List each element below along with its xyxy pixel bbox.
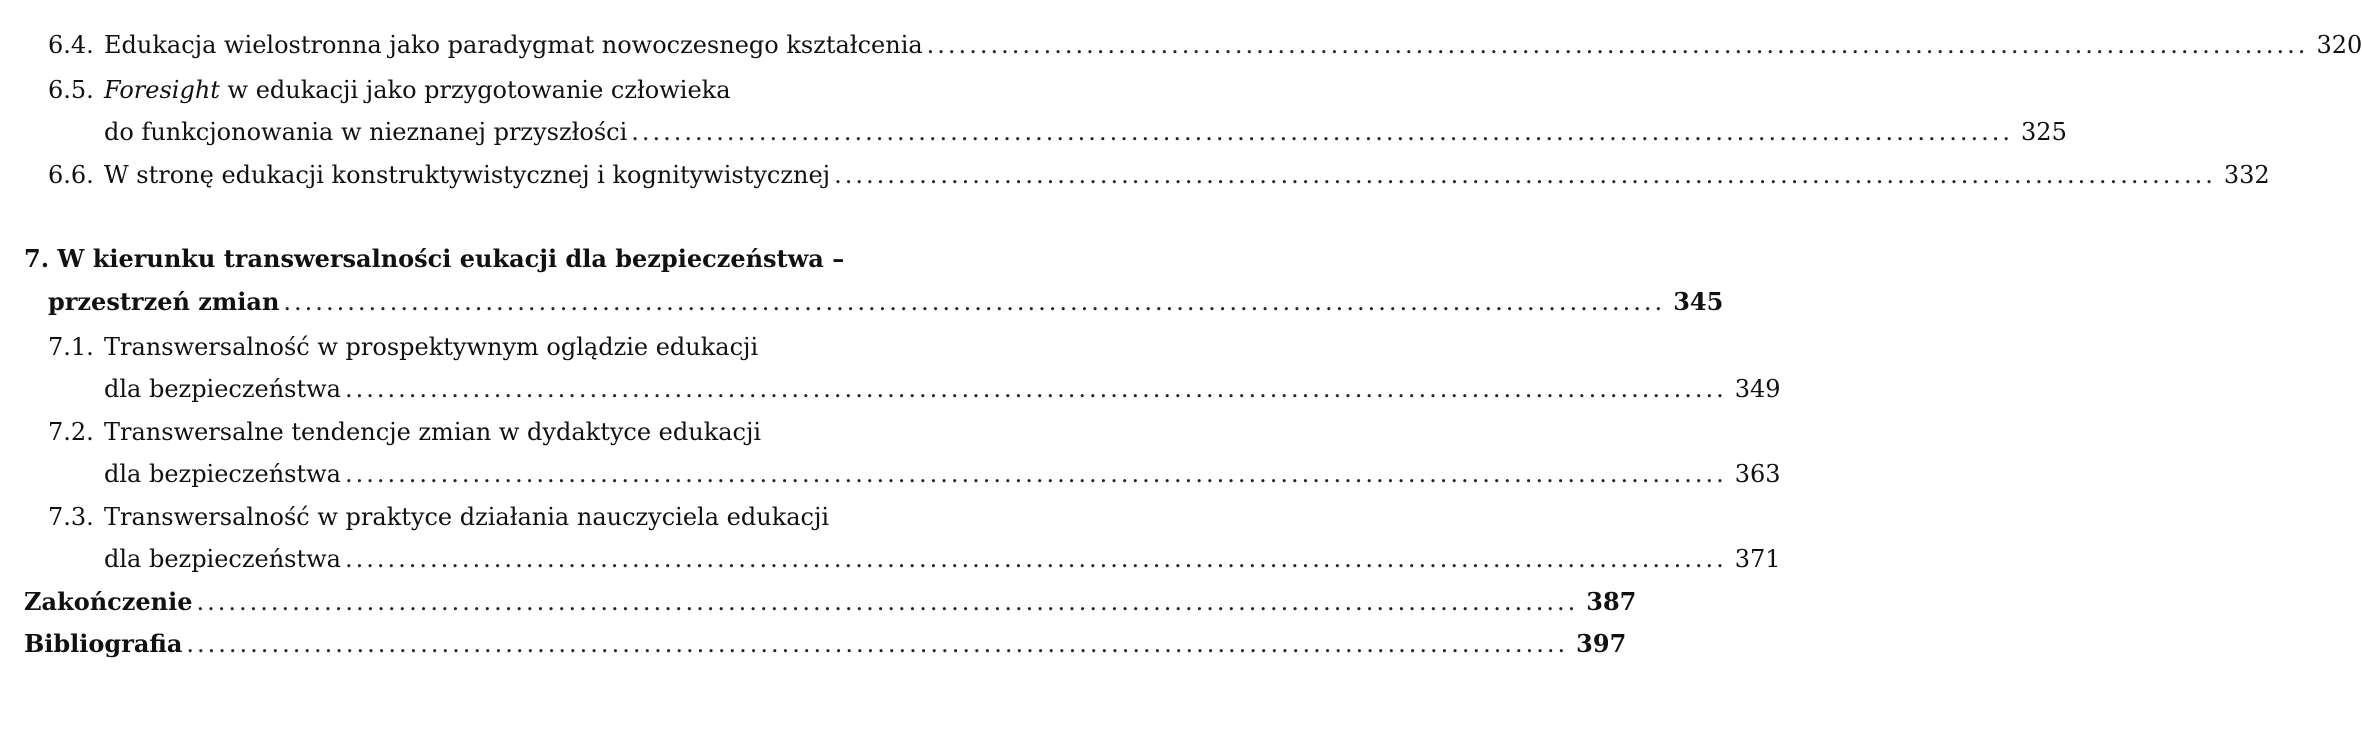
toc-entry-page: 320	[2316, 31, 2362, 59]
toc-entry-title: Transwersalność w praktyce działania nauczyciela edukacji	[104, 503, 830, 531]
toc-entry-title: Transwersalność w prospektywnym oglądzie edukacji	[104, 333, 759, 361]
dot-leader: ..................................................................................................................................	[631, 118, 2014, 146]
toc-entry-7-1-cont	[0, 372, 1781, 406]
toc-entry-leader	[104, 542, 1781, 576]
toc-entry-leader	[104, 158, 2270, 192]
toc-entry-7-3-cont	[0, 542, 1781, 576]
toc-entry-leader	[104, 28, 2362, 62]
toc-entry-7-2-cont	[0, 457, 1781, 491]
toc-entry-title: Transwersalne tendencje zmian w dydaktyce edukacji	[104, 418, 762, 446]
toc-entry-page: 332	[2223, 161, 2270, 189]
toc-entry-leader	[104, 457, 1781, 491]
dot-leader: ..................................................................................................................................	[186, 630, 1569, 658]
toc-entry-6-5-cont	[0, 115, 2067, 149]
toc-entry-title-rest: w edukacji jako przygotowanie człowieka	[219, 76, 731, 104]
toc-chapter-7	[0, 242, 1060, 276]
chapter-title: 7. W kierunku transwersalności eukacji dla bezpieczeństwa –	[24, 244, 845, 273]
toc-entry-page: 371	[1734, 545, 1781, 573]
toc-entry-conclusion	[0, 585, 1637, 619]
toc-entry-6-5	[0, 73, 1060, 107]
toc-entry-title: Zakończenie	[24, 587, 193, 616]
toc-entry-leader	[24, 585, 1637, 619]
dot-leader: ..................................................................................................................................	[283, 288, 1666, 316]
toc-entry-title: Edukacja wielostronna jako paradygmat nowoczesnego kształcenia	[104, 31, 923, 59]
toc-entry-6-4	[0, 28, 2362, 62]
toc-entry-title-italic: Foresight	[104, 76, 220, 104]
toc-entry-number: 7.3.	[48, 503, 94, 531]
toc-entry-7-2	[0, 415, 1060, 449]
toc-entry-number: 7.1.	[48, 333, 94, 361]
toc-entry-6-6	[0, 158, 2270, 192]
toc-entry-leader	[48, 285, 1724, 319]
chapter-title-cont: przestrzeń zmian	[48, 287, 280, 316]
toc-entry-page: 345	[1673, 287, 1724, 316]
toc-entry-page: 397	[1576, 629, 1627, 658]
toc-entry-number: 6.6.	[48, 161, 94, 189]
toc-entry-page: 349	[1734, 375, 1781, 403]
dot-leader: ..................................................................................................................................	[345, 375, 1727, 403]
toc-entry-title: W stronę edukacji konstruktywistycznej i kognitywistycznej	[104, 161, 831, 189]
toc-entry-page: 325	[2021, 118, 2067, 146]
toc-entry-title: Bibliografia	[24, 629, 183, 658]
toc-entry-leader	[104, 115, 2067, 149]
toc-entry-title	[104, 73, 731, 107]
dot-leader: ..................................................................................................................................	[926, 31, 2309, 59]
toc-entry-title-cont: dla bezpieczeństwa	[104, 460, 341, 488]
toc-entry-leader	[104, 372, 1781, 406]
toc-entry-title-cont: dla bezpieczeństwa	[104, 545, 341, 573]
toc-entry-number: 6.5.	[48, 76, 94, 104]
toc-entry-leader	[24, 627, 1627, 661]
toc-entry-number: 7.2.	[48, 418, 94, 446]
toc-entry-bibliography	[0, 627, 1627, 661]
toc-entry-number: 6.4.	[48, 31, 94, 59]
dot-leader: ..................................................................................................................................	[345, 545, 1727, 573]
toc-entry-7-3	[0, 500, 1060, 534]
dot-leader: ..................................................................................................................................	[345, 460, 1727, 488]
toc-entry-page: 387	[1586, 587, 1637, 616]
toc-entry-page: 363	[1734, 460, 1781, 488]
dot-leader: ..................................................................................................................................	[196, 588, 1579, 616]
toc-entry-7-1	[0, 330, 1060, 364]
toc-entry-title-cont: dla bezpieczeństwa	[104, 375, 341, 403]
toc-chapter-7-cont	[0, 285, 1724, 319]
dot-leader: ..................................................................................................................................	[834, 161, 2216, 189]
toc-entry-title-cont: do funkcjonowania w nieznanej przyszłości	[104, 118, 628, 146]
